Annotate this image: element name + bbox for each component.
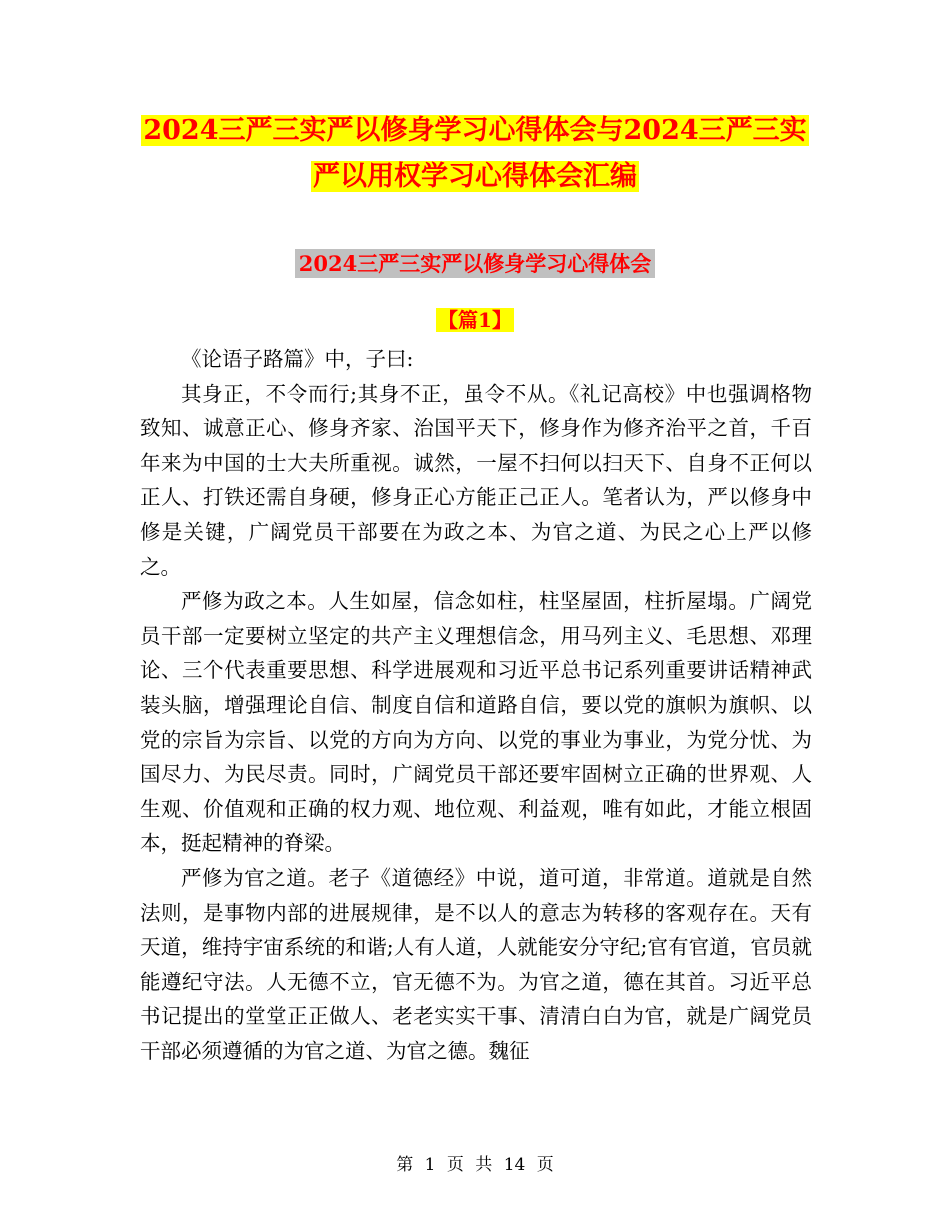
section-subtitle [0,244,950,284]
paragraph: 严修为政之本。人生如屋，信念如柱，柱坚屋固，柱折屋塌。广阔党员干部一定要树立坚定的共产主义理想信念，用马列主义、毛思想、邓理论、三个代表重要思想、科学进展观和习近平总书记系列重要讲话精神武装头脑，增强理论自信、制度自信和道路自信，要以党的旗帜为旗帜、以党的宗旨为宗旨、以党的方向为方向、以党的事业为事业，为党分忧、为国尽力、为民尽责。同时，广阔党员干部还要牢固树立正确的世界观、人生观、价值观和正确的权力观、地位观、利益观，唯有如此，才能立根固本，挺起精神的脊梁。 [140,589,812,856]
subtitle-text: 2024三严三实严以修身学习心得体会 [295,249,655,278]
chapter-label [0,302,950,338]
document-title [0,108,950,200]
chapter-label-text: 【篇1】 [438,308,512,332]
document-body [140,342,812,1068]
paragraph: 《论语子路篇》中，子曰: [181,347,414,371]
paragraph: 严修为官之道。老子《道德经》中说，道可道，非常道。道就是自然法则，是事物内部的进展规律，是不以人的意志为转移的客观存在。天有天道，维持宇宙系统的和谐;人有人道，人就能安分守纪;官有官道，官员就能遵纪守法。人无德不立，官无德不为。为官之道，德在其首。习近平总书记提出的堂堂正正做人、老老实实干事、清清白白为官，就是广阔党员干部必须遵循的为官之道、为官之德。魏征 [140,865,812,1063]
page-number: 第 1 页 共 14 页 [396,1155,554,1175]
page-footer [0,1150,950,1180]
title-line-2: 严以用权学习心得体会汇编 [313,161,637,192]
title-line-1: 2024三严三实严以修身学习心得体会与2024三严三实 [143,115,807,146]
paragraph: 其身正，不令而行;其身不正，虽令不从。《礼记高校》中也强调格物致知、诚意正心、修身齐家、治国平天下，修身作为修齐治平之首，千百年来为中国的士大夫所重视。诚然，一屋不扫何以扫天下、自身不正何以正人、打铁还需自身硬，修身正心方能正己正人。笔者认为，严以修身中修是关键，广阔党员干部要在为政之本、为官之道、为民之心上严以修之。 [140,381,812,579]
